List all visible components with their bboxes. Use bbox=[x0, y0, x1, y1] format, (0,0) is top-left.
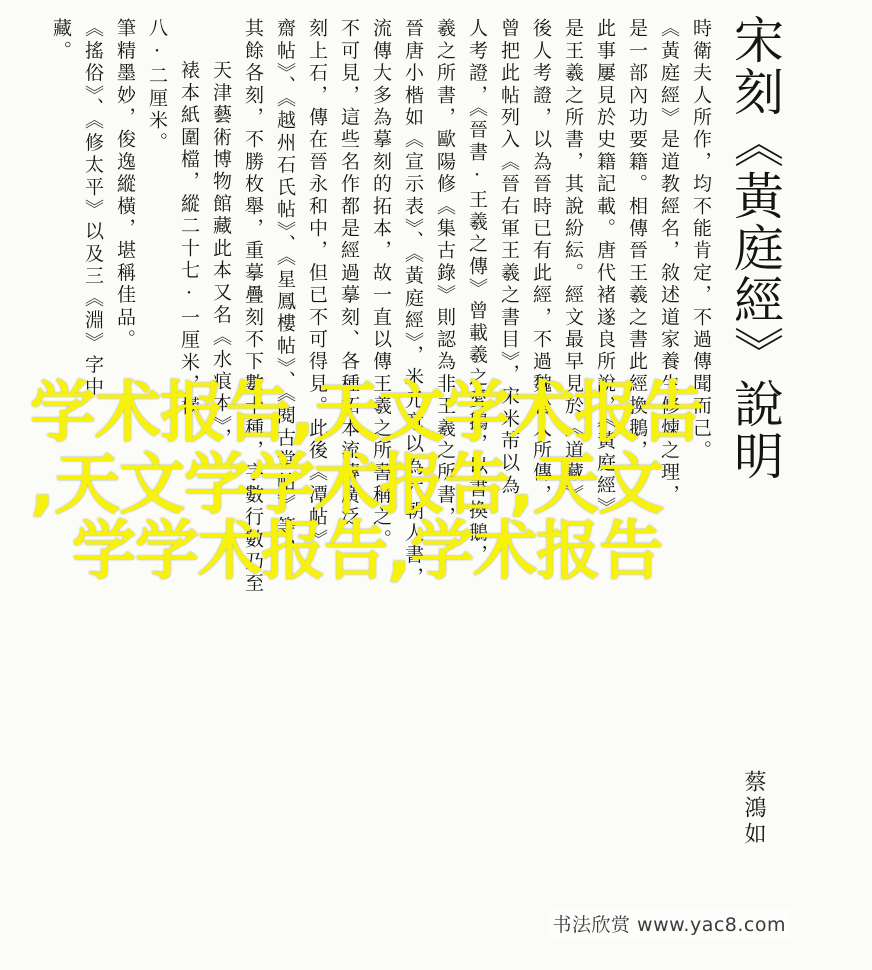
text-column: 人考證，《晉書·王羲之傳》曾載羲之愛鵝，以書換鵝， bbox=[466, 18, 488, 567]
overlay-text-line: ,天文学学术报告,天文 bbox=[30, 446, 664, 523]
overlay-text-line: 学术报告,天文学术报告 bbox=[30, 374, 705, 451]
text-column: 藏。 bbox=[50, 18, 72, 63]
text-column: 齋帖》、《越州石氏帖》、《星鳳樓帖》、《閱古堂帖》等， bbox=[274, 18, 296, 561]
watermark: 书法欣赏 www.yac8.com bbox=[549, 908, 791, 939]
text-column: 是一部內功要籍。相傳晉王羲之書此經換鵝， bbox=[626, 18, 648, 462]
text-column: 《搖俗》、《修太平》以及三《淵》字中 bbox=[82, 18, 104, 399]
text-column: 筆精墨妙，俊逸縱橫，堪稱佳品。 bbox=[114, 18, 136, 351]
text-column: 時衛夫人所作，均不能肯定，不過傳聞而己。 bbox=[690, 18, 712, 462]
text-column: 此事屢見於史籍記載。唐代褚遂良所說，《黃庭經》 bbox=[594, 18, 616, 520]
text-column: 不可見，這些名作都是經過摹刻、各種拓本流傳廣泛。 bbox=[338, 18, 360, 551]
document-author: 蔡鴻如 bbox=[741, 770, 766, 848]
text-column: 刻上石，傳在晉永和中，但已不可得見。此後《潭帖》 bbox=[306, 18, 328, 551]
text-column: 《黃庭經》是道教經名，敘述道家養生修煉之理， bbox=[658, 18, 680, 507]
text-column: 羲之所書，歐陽修《集古錄》則認為非王羲之所書， bbox=[434, 18, 456, 529]
text-column: 八·二厘米。 bbox=[146, 18, 168, 155]
text-column: 裱本紙圍檔，縱二十七·一厘米，橫 bbox=[178, 60, 200, 419]
document-title: 宋刻《黃庭經》說明 bbox=[726, 14, 784, 482]
text-column: 其餘各刻，不勝枚舉，重摹疊刻不下數十種，字數行數乃至 bbox=[242, 18, 264, 596]
text-column: 後人考證，以為晉時已有此經，不過魏晉人所傳， bbox=[530, 18, 552, 507]
text-column: 流傳大多為摹刻的拓本，故一直以傳王羲之所書稱之。 bbox=[370, 18, 392, 551]
text-column: 是王羲之所書，其說紛紜。經文最早見於《道藏》， bbox=[562, 18, 584, 520]
text-column: 曾把此帖列入《晉右軍王羲之書目》，宋米芾以為 bbox=[498, 18, 520, 497]
text-column: 天津藝術博物館藏此本又名《水痕本》， bbox=[210, 60, 232, 451]
text-column: 晉唐小楷如《宣示表》、《黃庭經》，米元章以為六朝人書， bbox=[402, 18, 424, 589]
overlay-text-line: 学学术报告,学术报告 bbox=[72, 515, 663, 589]
